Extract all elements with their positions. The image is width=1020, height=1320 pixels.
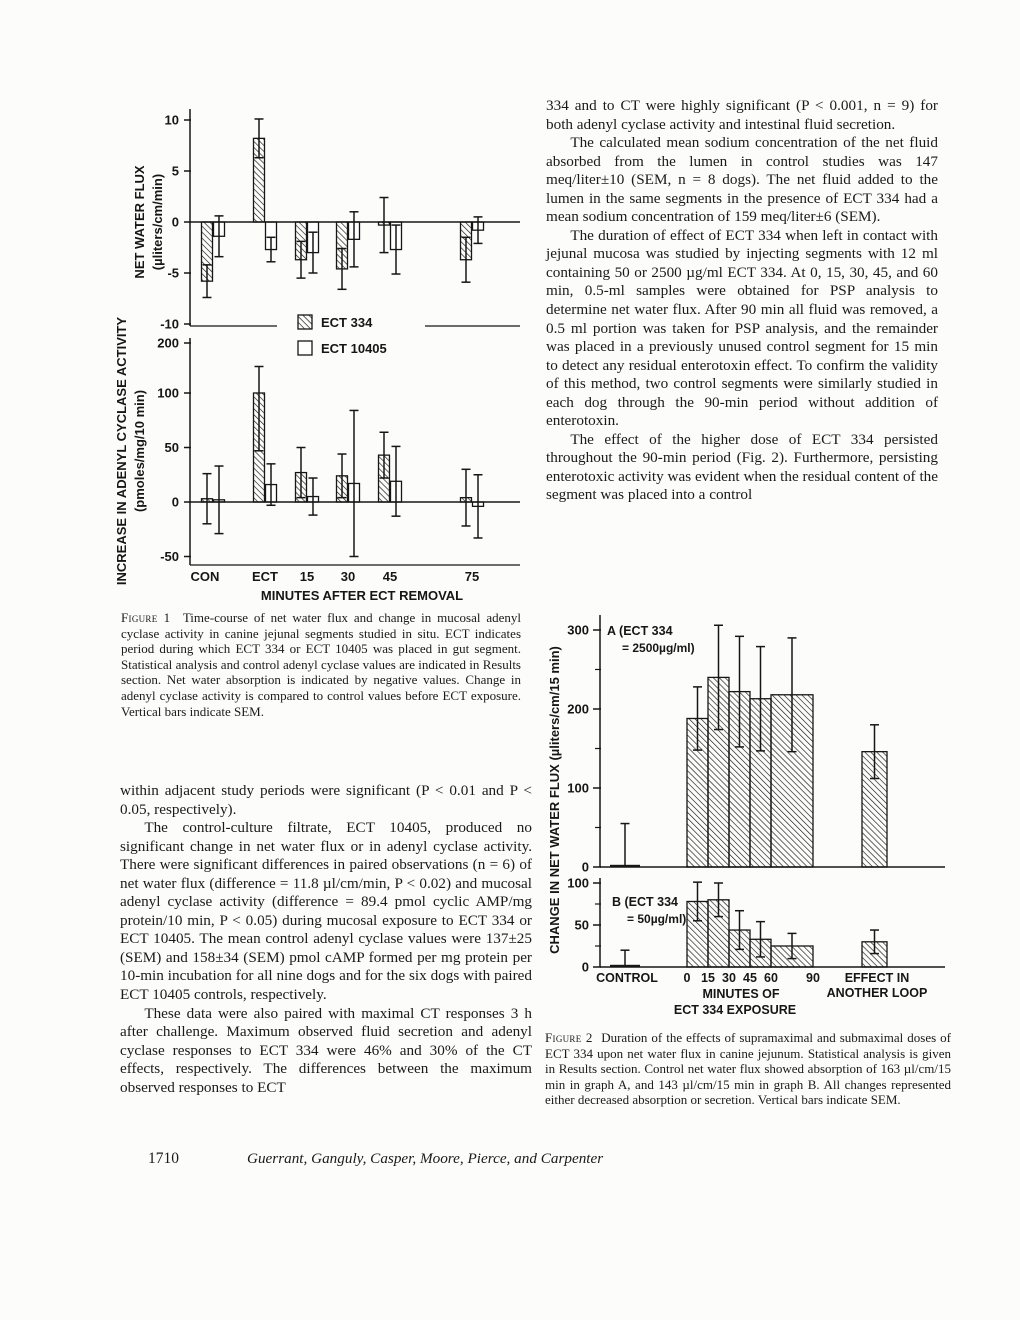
svg-text:ECT 334 EXPOSURE: ECT 334 EXPOSURE xyxy=(673,1003,797,1017)
figure1-caption-label: Figure 1 xyxy=(121,610,171,625)
svg-text:90: 90 xyxy=(806,971,820,985)
figure2-caption-text xyxy=(545,1030,951,1108)
left-column xyxy=(120,782,532,1097)
paragraph: The duration of effect of ECT 334 when left in contact with jejunal mucosa was studied by injecting segments with 12 ml containing 50 or 2500 µg/ml ECT 334. At 0, 15, 30, 45, and 60 min, 0.5-ml samples were obtained for PSP analysis to determine net water flux. After 90 min all fluid was removed, a 0.5 ml portion was taken for PSP analysis, and the remainder was placed in a previously unused control segment for 15 min to detect any residual enterotoxin effect. To confirm the validity of this method, two control segments were similarly studied in each dog through the 90-min period without addition of enterotoxin. xyxy=(546,226,938,430)
svg-text:ECT: ECT xyxy=(252,569,278,584)
svg-text:CHANGE IN NET WATER FLUX (µlit: CHANGE IN NET WATER FLUX (µliters/cm/15 min) xyxy=(547,646,562,954)
svg-text:100: 100 xyxy=(567,875,589,891)
svg-text:200: 200 xyxy=(157,335,179,351)
figure2 xyxy=(545,605,965,1025)
legend-swatch-ect10405 xyxy=(298,341,312,355)
page-footer xyxy=(148,1150,848,1168)
svg-text:75: 75 xyxy=(464,569,480,584)
paragraph: 334 and to CT were highly significant (P < 0.001, n = 9) for both adenyl cyclase activity and intestinal fluid secretion. xyxy=(546,97,938,133)
svg-text:0: 0 xyxy=(581,959,589,975)
svg-text:-5: -5 xyxy=(167,265,179,281)
svg-text:-50: -50 xyxy=(160,549,179,564)
running-authors: Guerrant, Ganguly, Casper, Moore, Pierce, and Carpenter xyxy=(247,1150,604,1167)
svg-text:MINUTES OF: MINUTES OF xyxy=(702,987,780,1001)
svg-text:200: 200 xyxy=(567,701,589,717)
page-number: 1710 xyxy=(148,1150,179,1167)
svg-text:EFFECT IN: EFFECT IN xyxy=(844,971,910,985)
adenyl-cyclase-chart xyxy=(114,317,520,603)
svg-text:B (ECT 334: B (ECT 334 xyxy=(612,895,678,909)
paragraph: These data were also paired with maximal CT responses 3 h after challenge. Maximum observed fluid secretion and adenyl cyclase responses to ECT 334 were 46% and 30% of the CT effects, respectively. The differences between the maximum observed responses to ECT xyxy=(120,1004,532,1096)
svg-text:30: 30 xyxy=(722,971,736,985)
net-water-flux-chart xyxy=(132,109,520,332)
legend-swatch-ect334 xyxy=(298,315,312,329)
svg-text:50: 50 xyxy=(574,917,589,933)
right-column xyxy=(546,97,938,505)
svg-text:CONTROL: CONTROL xyxy=(596,971,658,985)
paragraph: The calculated mean sodium concentration of the net fluid absorbed from the lumen in control studies was 147 meq/liter±10 (SEM, n = 8 dogs). The net fluid added to the lumen in the same segments in the presence of ECT 334 had a mean sodium concentration of 159 meq/liter±6 (SEM). xyxy=(546,134,938,226)
figure2-caption-label: Figure 2 xyxy=(545,1030,593,1045)
fig2-panel-a xyxy=(567,615,945,875)
svg-text:= 2500µg/ml): = 2500µg/ml) xyxy=(622,641,695,655)
paragraph: The control-culture filtrate, ECT 10405, produced no significant change in net water flux or in adenyl cyclase activity. There were significant differences in paired observations (n = 6) of net water flux (difference = 11.8 µl/cm/min, P < 0.02) and mucosal adenyl cyclase activity (difference = 89.4 pmol cyclic AMP/mg protein/10 min, P < 0.05) during mucosal exposure to ECT 334 or ECT 10405. The mean control adenyl cyclase values were 137±25 (SEM) and 158±34 (SEM) pmol cAMP formed per mg protein per 10-min incubation for all nine dogs and for the six dogs with paired ECT 10405 controls, respectively. xyxy=(120,819,532,1004)
svg-text:50: 50 xyxy=(164,440,179,455)
figure1-chart xyxy=(100,95,530,607)
svg-text:= 50µg/ml): = 50µg/ml) xyxy=(627,912,687,926)
svg-text:15: 15 xyxy=(299,569,315,584)
svg-text:15: 15 xyxy=(701,971,715,985)
svg-text:5: 5 xyxy=(171,163,179,179)
svg-text:-10: -10 xyxy=(160,316,179,332)
svg-text:0: 0 xyxy=(171,494,179,510)
svg-text:A (ECT 334: A (ECT 334 xyxy=(607,624,673,638)
svg-text:(pmoles/mg/10 min): (pmoles/mg/10 min) xyxy=(132,389,147,513)
svg-text:0: 0 xyxy=(171,214,179,230)
figure1-caption xyxy=(121,610,521,719)
svg-text:30: 30 xyxy=(340,569,356,584)
svg-text:0: 0 xyxy=(581,859,589,875)
svg-text:100: 100 xyxy=(157,385,179,401)
svg-text:100: 100 xyxy=(567,780,589,796)
figure1-caption-text xyxy=(121,610,521,719)
svg-text:NET WATER FLUX: NET WATER FLUX xyxy=(132,165,147,279)
paragraph: The effect of the higher dose of ECT 334 persisted throughout the 90-min period (Fig. 2). Furthermore, persisting enterotoxic activity was evident when the residual content of the segment was placed into a control xyxy=(546,430,938,504)
paragraph: within adjacent study periods were significant (P < 0.01 and P < 0.05, respectively). xyxy=(120,782,532,818)
svg-text:ANOTHER LOOP: ANOTHER LOOP xyxy=(826,986,928,1000)
fig2-panel-b xyxy=(567,876,945,975)
figure2-caption xyxy=(545,1030,951,1108)
svg-text:10: 10 xyxy=(164,112,179,128)
svg-text:300: 300 xyxy=(567,622,589,638)
svg-text:45: 45 xyxy=(382,569,398,584)
figure2-caption-body: Duration of the effects of supramaximal and submaximal doses of ECT 334 upon net water flux in canine jejunum. Statistical analysis is given in Results section. Control net water flux showed absorption of 163 µl/cm/15 min in graph A, and 143 µl/cm/15 min in graph B. All changes represented either decreased absorption or secretion. Vertical bars indicate SEM. xyxy=(545,1030,951,1108)
svg-text:INCREASE IN ADENYL CYCLASE ACT: INCREASE IN ADENYL CYCLASE ACTIVITY xyxy=(114,316,129,586)
figure1-caption-body: Time-course of net water flux and change in mucosal adenyl cyclase activity in canine jejunal segments studied in situ. ECT indicates period during which ECT 334 or ECT 10405 was placed in gut segment. Statistical analysis and control adenyl cyclase values are indicated in Results section. Net water absorption is indicated by negative values. Change in adenyl cyclase activity is compared to control values before ECT exposure. Vertical bars indicate SEM. xyxy=(121,610,521,719)
svg-text:0: 0 xyxy=(683,971,691,985)
svg-text:ECT 10405: ECT 10405 xyxy=(321,341,387,356)
figure1 xyxy=(100,95,530,607)
svg-text:CON: CON xyxy=(190,569,220,584)
svg-text:(µliters/cm/min): (µliters/cm/min) xyxy=(150,173,165,271)
figure2-chart xyxy=(545,605,965,1025)
svg-text:MINUTES AFTER ECT REMOVAL: MINUTES AFTER ECT REMOVAL xyxy=(260,588,464,603)
fig1-legend xyxy=(298,315,387,356)
svg-text:ECT 334: ECT 334 xyxy=(321,315,373,330)
svg-text:60: 60 xyxy=(764,971,778,985)
svg-text:45: 45 xyxy=(743,971,757,985)
